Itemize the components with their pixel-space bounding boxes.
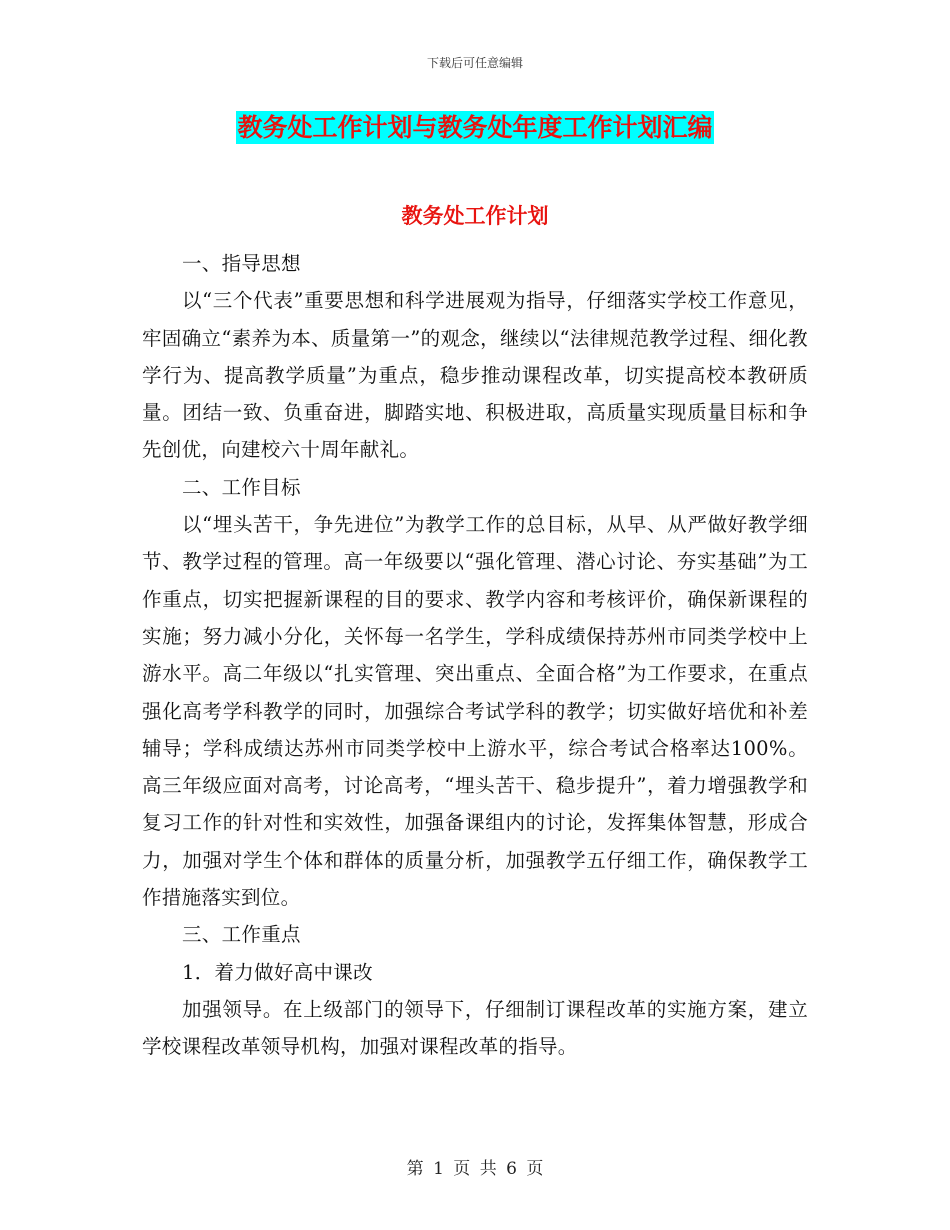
paragraph-strengthen-leadership: 加强领导。在上级部门的领导下，仔细制订课程改革的实施方案，建立学校课程改革领导机构，加强对课程改革的指导。 xyxy=(142,997,808,1059)
header-note: 下载后可任意编辑 xyxy=(426,56,523,70)
page-footer: 第 1 页 共 6 页 xyxy=(406,1159,544,1179)
document-title xyxy=(0,110,950,146)
paragraph-work-goals: 以“埋头苦干，争先进位”为教学工作的总目标，从早、从严做好教学细节、教学过程的管理。高一年级要以“强化管理、潜心讨论、夯实基础”为工作重点，切实把握新课程的目的要求、教学内容和考核评价，确保新课程的实施；努力减小分化，关怀每一名学生，学科成绩保持苏州市同类学校中上游水平。高二年级以“扎实管理、突出重点、全面合格”为工作要求，在重点强化高考学科教学的同时，加强综合考试学科的教学；切实做好培优和补差辅导；学科成绩达苏州市同类学校中上游水平，综合考试合格率达100%。高三年级应面对高考，讨论高考，“埋头苦干、稳步提升”，着力增强教学和复习工作的针对性和实效性，加强备课组内的讨论，发挥集体智慧，形成合力，加强对学生个体和群体的质量分析，加强教学五仔细工作，确保教学工作措施落实到位。 xyxy=(142,513,808,910)
section-title: 教务处工作计划 xyxy=(401,204,549,228)
heading-guiding-ideology: 一、指导思想 xyxy=(182,252,301,275)
heading-work-focus: 三、工作重点 xyxy=(182,923,301,947)
subheading-curriculum-reform: 1．着力做好高中课改 xyxy=(182,960,373,984)
document-body xyxy=(142,245,808,1066)
paragraph-guiding-ideology: 以“三个代表”重要思想和科学进展观为指导，仔细落实学校工作意见，牢固确立“素养为本、质量第一”的观念，继续以“法律规范教学过程、细化教学行为、提高教学质量”为重点，稳步推动课程改革，切实提高校本教研质量。团结一致、负重奋进，脚踏实地、积极进取，高质量实现质量目标和争先创优，向建校六十周年献礼。 xyxy=(142,289,808,462)
document-title-text: 教务处工作计划与教务处年度工作计划汇编 xyxy=(237,113,713,142)
heading-work-goals: 二、工作目标 xyxy=(182,475,301,499)
